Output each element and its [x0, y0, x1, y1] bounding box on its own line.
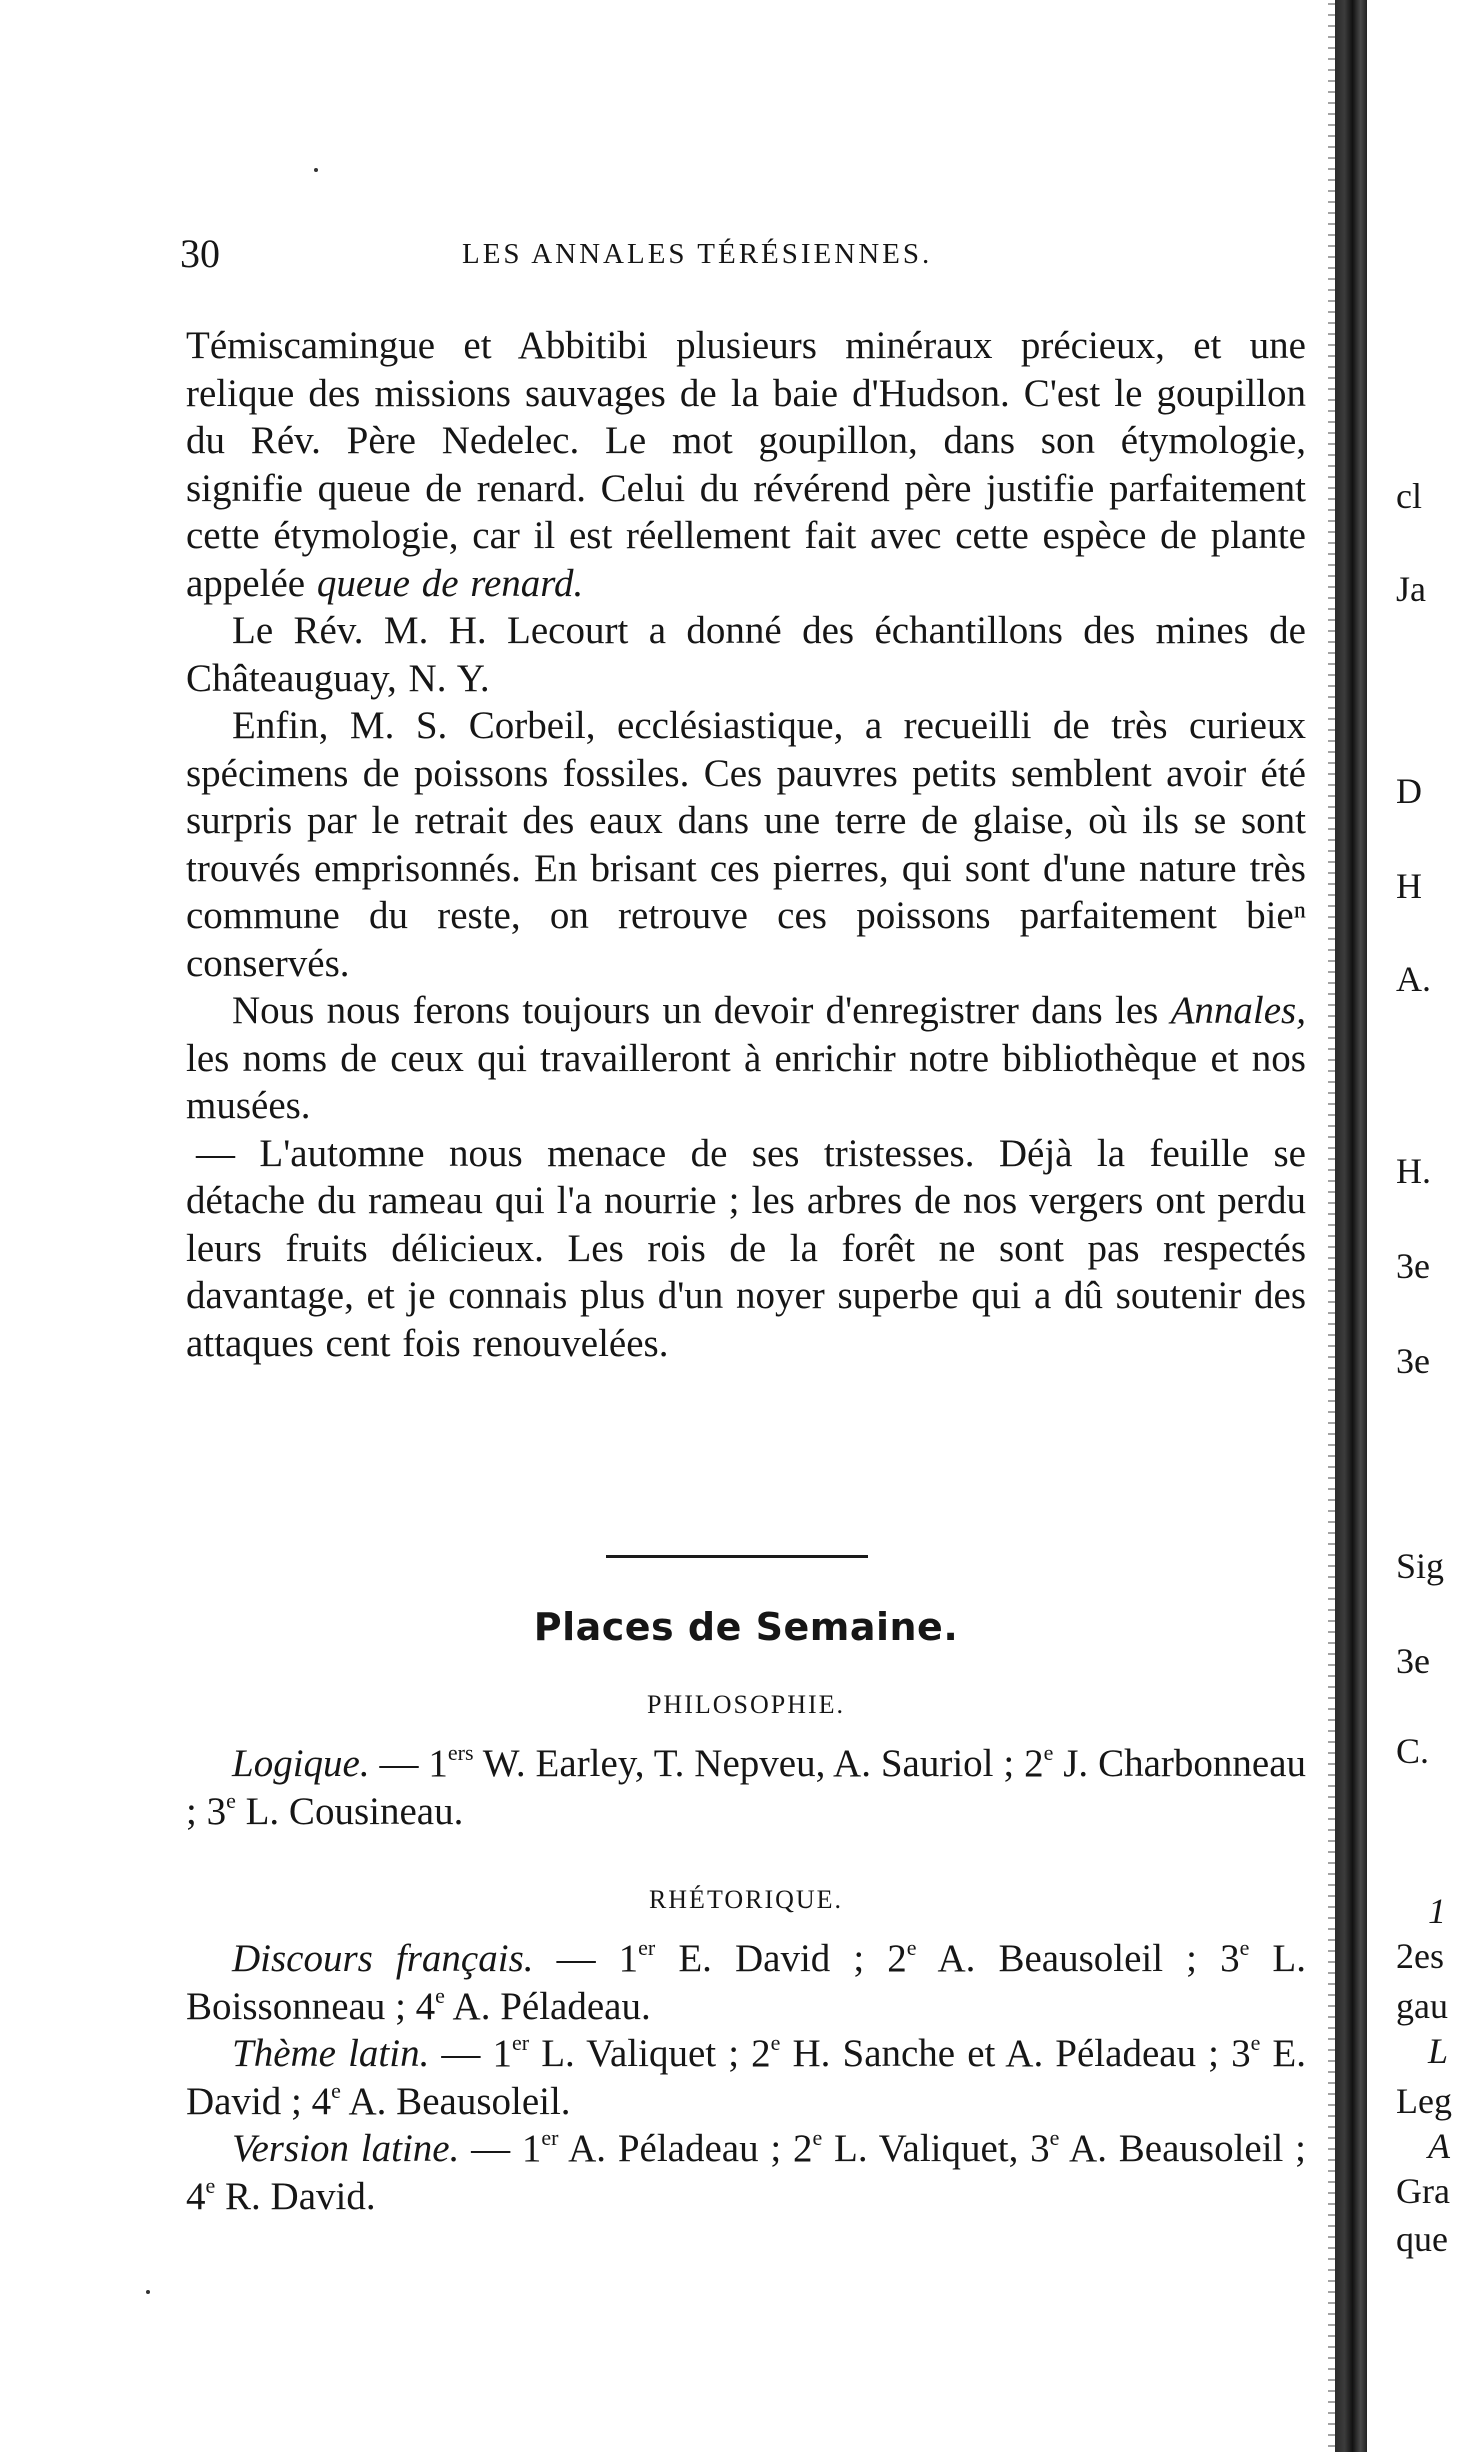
facing-page-fragment: C. — [1396, 1731, 1430, 1771]
ordinal-suffix: e — [205, 2172, 216, 2198]
speck — [146, 2290, 150, 2294]
entry-text: — 1 — [459, 2127, 542, 2170]
italic-annales: Annales, — [1170, 989, 1306, 1032]
facing-page-fragment: gau — [1396, 1986, 1448, 2026]
ordinal-suffix: e — [906, 1935, 917, 1960]
paragraph-lecourt: Le Rév. M. H. Lecourt a donné des échantillons des mines de Châteauguay, N. Y. — [186, 609, 1306, 700]
facing-page-fragment: D — [1396, 771, 1422, 811]
entry-text: A. Péladeau ; 2 — [558, 2127, 813, 2170]
facing-page-fragment: 3e — [1396, 1641, 1430, 1681]
paragraph-text: les noms de ceux qui travailleront à enrichir notre bibliothèque et nos musées. — [186, 1036, 1306, 1127]
facing-page-edge — [1388, 0, 1471, 2452]
entry-text: L. Valiquet ; 2 — [529, 2032, 771, 2075]
ordinal-suffix: er — [638, 1935, 656, 1960]
entry-text: A. Beausoleil ; 4 — [186, 2127, 1306, 2218]
facing-page-fragment: que — [1396, 2219, 1448, 2259]
entry-discours — [186, 1935, 1306, 2030]
facing-page-fragment: cl — [1396, 476, 1422, 516]
entry-text: A. Péladeau. — [444, 1984, 651, 2028]
facing-page-fragment: A. — [1396, 959, 1431, 999]
ordinal-suffix: e — [226, 1787, 236, 1813]
binding-gutter — [1335, 0, 1367, 2452]
entry-text: W. Earley, T. Nepveu, A. Sauriol ; 2 — [473, 1742, 1044, 1785]
ordinal-suffix: e — [435, 1982, 445, 2008]
entry-text: A. Beausoleil ; 3 — [916, 1937, 1240, 1980]
facing-page-fragment: Sig — [1396, 1546, 1445, 1586]
facing-page-fragment: 3e — [1396, 1246, 1430, 1286]
paragraph-annales — [186, 987, 1306, 1130]
philosophie-entries — [186, 1740, 1306, 1835]
subheading-rhetorique: RHÉTORIQUE. — [648, 1885, 844, 1914]
paragraph-text: Nous nous ferons toujours un devoir d'enregistrer dans les — [232, 989, 1171, 1032]
entry-text: H. Sanche et A. Péladeau ; 3 — [780, 2032, 1251, 2075]
entry-text: R. David. — [215, 2174, 376, 2218]
rhetorique-entries — [186, 1935, 1306, 2220]
facing-page-fragment: A — [1428, 2126, 1450, 2166]
subject-version: Version latine. — [232, 2127, 460, 2170]
facing-page-fragment: Leg — [1396, 2081, 1452, 2121]
section-title: Places de Semaine. — [533, 1605, 959, 1649]
subheading-philosophie: PHILOSOPHIE. — [646, 1690, 846, 1719]
facing-page-fragment: 3e — [1396, 1341, 1430, 1381]
ordinal-suffix: e — [1239, 1935, 1250, 1960]
facing-page-fragment: Gra — [1396, 2171, 1450, 2211]
subject-theme: Thème latin. — [232, 2032, 430, 2075]
ordinal-suffix: er — [541, 2125, 559, 2150]
entry-text: L. Cousineau. — [235, 1789, 464, 1833]
section-divider — [606, 1555, 868, 1558]
entry-text: L. Valiquet, 3 — [822, 2127, 1050, 2170]
facing-page-fragment: H. — [1396, 1151, 1431, 1191]
speck — [314, 168, 318, 172]
subject-discours: Discours français. — [232, 1937, 534, 1980]
facing-page-fragment: 2es — [1396, 1936, 1444, 1976]
entry-text: J. Charbonneau ; 3 — [186, 1742, 1306, 1833]
facing-page-fragment: H — [1396, 866, 1422, 906]
entry-text: — 1 — [533, 1937, 639, 1980]
running-title: LES ANNALES TÉRÉSIENNES. — [462, 238, 933, 270]
ordinal-suffix: e — [1043, 1740, 1054, 1765]
italic-term: queue de renard. — [316, 561, 584, 605]
ordinal-suffix: e — [331, 2077, 341, 2103]
paragraph-automne: — L'automne nous menace de ses tristesses. Déjà la feuille se détache du rameau qui l'a nourrie ; les arbres de nos vergers ont perdu leurs fruits délicieux. Les rois de la forêt ne sont pas respectés davantage, et je connais plus d'un noyer superbe qui a dû soutenir des attaques cent fois renouvelées. — [186, 1131, 1306, 1365]
facing-page-fragment: 1 — [1428, 1891, 1446, 1931]
body-text — [186, 322, 1306, 1367]
subject-logique: Logique. — [232, 1742, 370, 1785]
entry-theme — [186, 2030, 1306, 2125]
paragraph-text: Témiscamingue et Abbitibi plusieurs minéraux précieux, et une relique des missions sauvages de la baie d'Hudson. C'est le goupillon du Rév. Père Nedelec. Le mot goupillon, dans son étymologie, signifie queue de renard. Celui du révérend père justifie parfaitement cette étymologie, car il est réellement fait avec cette espèce de plante appelée — [186, 324, 1306, 605]
ordinal-suffix: e — [1049, 2125, 1060, 2150]
ordinal-suffix: ers — [447, 1740, 474, 1765]
entry-text: L. Boissonneau ; 4 — [186, 1937, 1307, 2028]
entry-text: E. David ; 2 — [655, 1937, 907, 1980]
page-number: 30 — [180, 231, 220, 276]
ordinal-suffix: e — [812, 2125, 823, 2150]
ordinal-suffix: er — [512, 2030, 530, 2055]
paragraph-corbeil: Enfin, M. S. Corbeil, ecclésiastique, a recueilli de très curieux spécimens de poissons fossiles. Ces pauvres petits semblent avoir été surpris par le retrait des eaux dans une terre de glaise, où ils se sont trouvés emprisonnés. En brisant ces pierres, qui sont d'une nature très commune du reste, on retrouve ces poissons parfaitement bieⁿ conservés. — [186, 704, 1306, 985]
facing-page-fragment: Ja — [1396, 569, 1426, 609]
entry-text: E. David ; 4 — [186, 2032, 1307, 2123]
entry-text: — 1 — [429, 2032, 513, 2075]
ordinal-suffix: e — [1250, 2030, 1261, 2055]
entry-text: — 1 — [369, 1742, 448, 1785]
entry-text: A. Beausoleil. — [340, 2079, 571, 2123]
facing-page-fragment: L — [1428, 2031, 1449, 2071]
entry-version — [186, 2125, 1306, 2220]
entry-logique — [186, 1740, 1306, 1835]
page-header — [180, 230, 1300, 290]
paragraph-continuation — [186, 322, 1306, 607]
ordinal-suffix: e — [770, 2030, 781, 2055]
